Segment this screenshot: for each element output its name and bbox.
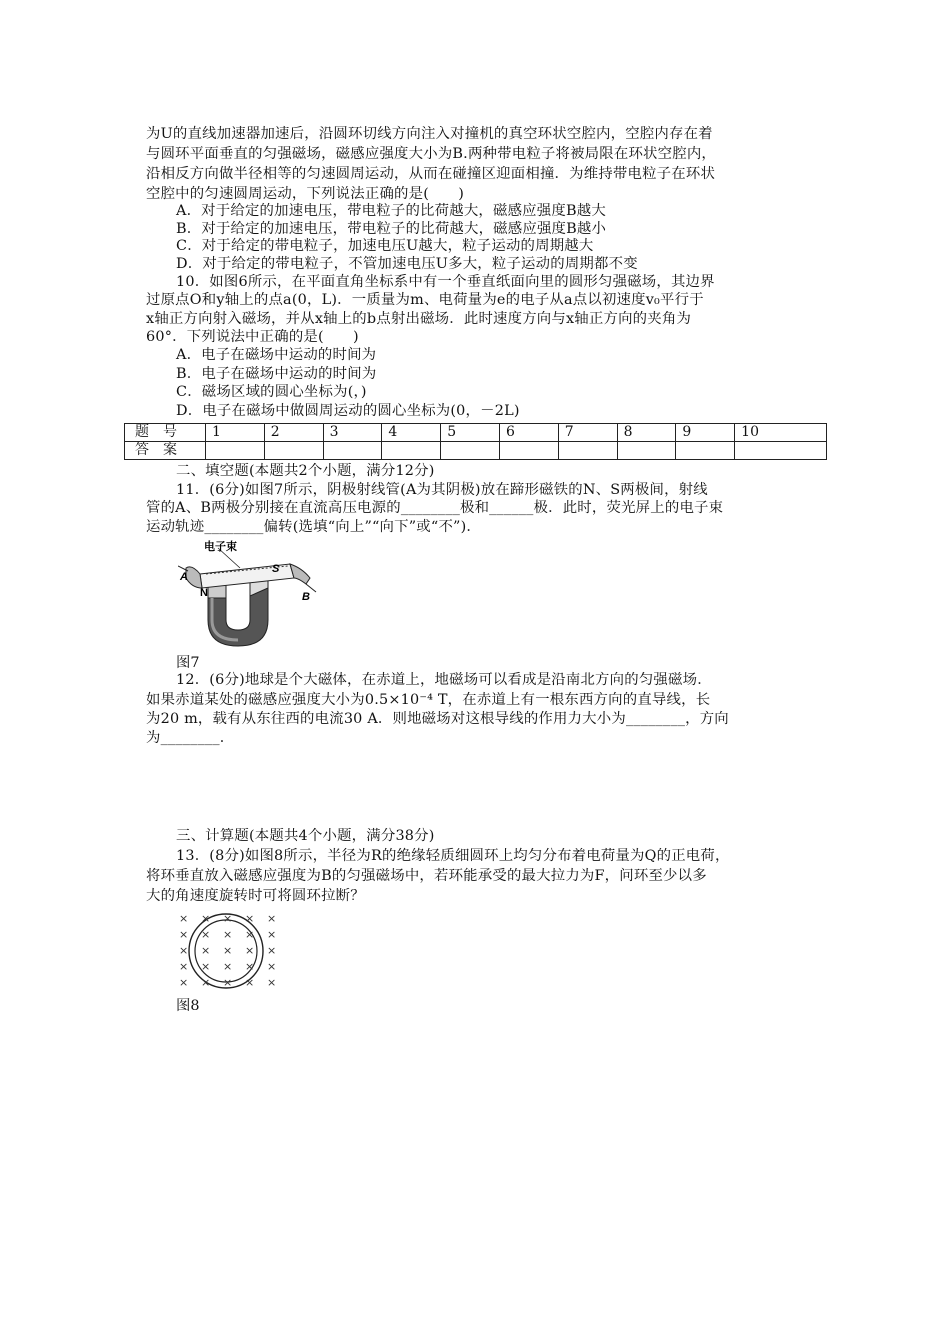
field-cross-icon: ×	[201, 912, 211, 925]
q10-option-c: C．磁场区域的圆心坐标为(，)	[176, 384, 367, 400]
field-cross-icon: ×	[201, 976, 211, 989]
table-cell: 1	[206, 424, 265, 442]
field-cross-icon: ×	[223, 944, 233, 957]
field-cross-icon: ×	[267, 944, 277, 957]
field-cross-icon: ×	[179, 944, 189, 957]
anode-end	[290, 564, 310, 584]
field-cross-icon: ×	[223, 960, 233, 973]
answer-cell[interactable]	[382, 442, 441, 460]
q11-line-3: 运动轨迹________偏转(选填“向上”“向下”或“不”)．	[146, 519, 481, 535]
answer-cell[interactable]	[323, 442, 382, 460]
q9-option-a: A．对于给定的加速电压，带电粒子的比荷越大，磁感应强度B越大	[176, 203, 606, 219]
table-cell: 10	[735, 424, 827, 442]
q13-line-2: 将环垂直放入磁感应强度为B的匀强磁场中，若环能承受的最大拉力为F，问环至少以多	[146, 868, 707, 884]
q9-line-2: 与圆环平面垂直的匀强磁场，磁感应强度大小为B.两种带电粒子将被局限在环状空腔内，	[146, 146, 716, 162]
q10-line-2: 过原点O和y轴上的点a(0，L)．一质量为m、电荷量为e的电子从a点以初速度v₀平行于	[146, 292, 704, 308]
table-cell: 7	[558, 424, 617, 442]
table-cell: 6	[499, 424, 558, 442]
field-cross-icon: ×	[245, 976, 255, 989]
field-cross-icon: ×	[201, 960, 211, 973]
answer-cell[interactable]	[206, 442, 265, 460]
q11-line-1: 11．(6分)如图7所示，阴极射线管(A为其阴极)放在蹄形磁铁的N、S两极间，射线	[176, 482, 708, 498]
q13-line-1: 13．(8分)如图8所示，半径为R的绝缘轻质细圆环上均匀分布着电荷量为Q的正电荷，	[176, 848, 730, 864]
table-cell: 9	[676, 424, 735, 442]
q10-option-b: B．电子在磁场中运动的时间为	[176, 366, 377, 382]
answer-cell[interactable]	[264, 442, 323, 460]
q10-option-d: D．电子在磁场中做圆周运动的圆心坐标为(0，－2L)	[176, 403, 520, 419]
answer-cell[interactable]	[441, 442, 500, 460]
q9-line-3: 沿相反方向做半径相等的匀速圆周运动，从而在碰撞区迎面相撞．为维持带电粒子在环状	[146, 166, 716, 182]
q12-line-3: 为20 m，载有从东往西的电流30 A．则地磁场对这根导线的作用力大小为________，方向	[146, 711, 729, 727]
table-row	[125, 442, 827, 460]
section-2-title: 二、填空题(本题共2个小题，满分12分)	[176, 463, 435, 479]
field-cross-icon: ×	[201, 928, 211, 941]
field-cross-icon: ×	[179, 928, 189, 941]
field-cross-icon: ×	[245, 960, 255, 973]
label-a: A	[180, 571, 188, 583]
cathode-end	[186, 567, 202, 588]
field-cross-icon: ×	[201, 944, 211, 957]
q12-line-2: 如果赤道某处的磁感应强度大小为0.5×10⁻⁴ T，在赤道上有一根东西方向的直导线，长	[146, 692, 711, 708]
answer-cell[interactable]	[676, 442, 735, 460]
field-cross-icon: ×	[267, 912, 277, 925]
field-cross-icon: ×	[179, 976, 189, 989]
table-cell: 5	[441, 424, 500, 442]
field-cross-icon: ×	[223, 912, 233, 925]
q10-line-4: 60°．下列说法中正确的是( )	[146, 329, 359, 345]
table-cell: 2	[264, 424, 323, 442]
tube-body	[200, 564, 294, 588]
q13-line-3: 大的角速度旋转时可将圆环拉断？	[146, 888, 365, 904]
answer-table	[124, 423, 827, 460]
table-row	[125, 424, 827, 442]
q9-line-1: 为U的直线加速器加速后，沿圆环切线方向注入对撞机的真空环状空腔内，空腔内存在着	[146, 126, 713, 142]
figure-7-caption: 图7	[176, 655, 200, 671]
field-cross-icon: ×	[179, 960, 189, 973]
cathode-ray-tube-figure	[178, 538, 318, 650]
field-cross-icon: ×	[245, 928, 255, 941]
answer-cell[interactable]	[499, 442, 558, 460]
field-cross-icon: ×	[267, 976, 277, 989]
field-cross-icon: ×	[267, 960, 277, 973]
label-n: N	[200, 587, 208, 599]
row-header-number: 题号	[125, 424, 206, 442]
q10-option-a: A．电子在磁场中运动的时间为	[176, 347, 377, 363]
label-electron-beam: 电子束	[204, 541, 237, 553]
field-cross-icon: ×	[223, 976, 233, 989]
field-cross-icon: ×	[179, 912, 189, 925]
ring-in-field-figure	[174, 910, 278, 992]
answer-cell[interactable]	[617, 442, 676, 460]
q10-line-3: x轴正方向射入磁场，并从x轴上的b点射出磁场．此时速度方向与x轴正方向的夹角为	[146, 311, 692, 327]
table-cell: 3	[323, 424, 382, 442]
table-cell: 8	[617, 424, 676, 442]
q9-option-d: D．对于给定的带电粒子，不管加速电压U多大，粒子运动的周期都不变	[176, 256, 638, 272]
section-3-title: 三、计算题(本题共4个小题，满分38分)	[176, 828, 435, 844]
q9-line-4: 空腔中的匀速圆周运动，下列说法正确的是( )	[146, 186, 465, 202]
row-header-answer: 答案	[125, 442, 206, 460]
q9-option-b: B．对于给定的加速电压，带电粒子的比荷越大，磁感应强度B越小	[176, 221, 607, 237]
q9-option-c: C．对于给定的带电粒子，加速电压U越大，粒子运动的周期越大	[176, 238, 594, 254]
q12-line-4: 为________．	[146, 730, 235, 746]
field-cross-icon: ×	[245, 912, 255, 925]
field-cross-icon: ×	[245, 944, 255, 957]
q10-line-1: 10．如图6所示，在平面直角坐标系中有一个垂直纸面向里的圆形匀强磁场，其边界	[176, 274, 715, 290]
q12-line-1: 12．(6分)地球是个大磁体，在赤道上，地磁场可以看成是沿南北方向的匀强磁场．	[176, 672, 712, 688]
figure-8-caption: 图8	[176, 998, 200, 1014]
label-b: B	[302, 591, 310, 603]
label-s: S	[272, 563, 280, 575]
table-cell: 4	[382, 424, 441, 442]
answer-cell[interactable]	[735, 442, 827, 460]
field-cross-icon: ×	[267, 928, 277, 941]
q11-line-2: 管的A、B两极分别接在直流高压电源的________极和______极．此时，荧光屏上的电子束	[146, 500, 724, 516]
field-cross-icon: ×	[223, 928, 233, 941]
answer-cell[interactable]	[558, 442, 617, 460]
